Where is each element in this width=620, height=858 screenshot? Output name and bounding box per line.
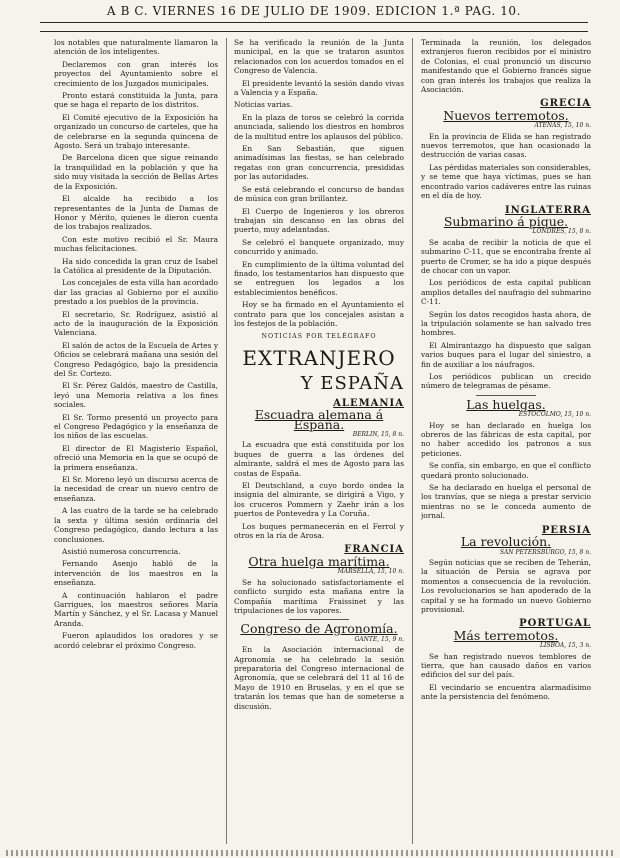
country-heading-persia: PERSIA bbox=[541, 524, 591, 536]
paragraph: El presidente levantó la sesión dando vivas a Valencia y a España. bbox=[234, 78, 404, 98]
paragraph: El salón de actos de la Escuela de Artes y Oficios se celebrará mañana una sesión del Congreso Pedagógico, bajo la presidencia del Sr. Cortezo. bbox=[54, 340, 218, 378]
paragraph: A las cuatro de la tarde se ha celebrado la sexta y última sesión ordinaria del Congreso pedagógico, dando lectura a las conclusiones. bbox=[54, 506, 218, 544]
column-divider-1 bbox=[226, 38, 227, 844]
paragraph: Noticias varias. bbox=[234, 100, 293, 110]
page-header: A B C. VIERNES 16 DE JULIO DE 1909. EDICION 1.ª PAG. 10. bbox=[106, 4, 522, 18]
article-title: Más terremotos. bbox=[453, 627, 559, 643]
country-heading-inglaterra: INGLATERRA bbox=[504, 204, 591, 216]
article-title: Las huelgas. bbox=[466, 396, 546, 412]
header-rule-top bbox=[40, 22, 588, 23]
paragraph: El Sr. Tormo presentó un proyecto para el Congreso Pedagógico y la enseñanza de los niños de las escuelas. bbox=[54, 412, 218, 441]
paragraph: El Deutschland, a cuyo bordo ondea la insignia del almirante, se dirigirá a Vigo, y los cruceros Pommern y Zaehr irán a los puertos de Pontevedra y La Coruña. bbox=[234, 481, 404, 519]
dateline: ATENAS, 15, 10 n. bbox=[534, 122, 591, 130]
article-title: Congreso de Agronomía. bbox=[240, 621, 398, 637]
paragraph: Según los datos recogidos hasta ahora, de la tripulación solamente se han salvado tres hombres. bbox=[421, 309, 591, 338]
paragraph: Los periódicos publican un crecido número de telegramas de pésame. bbox=[421, 372, 591, 391]
paragraph: Se han registrado nuevos temblores de tierra, que han causado daños en varios edificios del sur del país. bbox=[421, 651, 591, 680]
country-heading-francia: FRANCIA bbox=[344, 544, 404, 556]
paragraph: Con este motivo recibió el Sr. Maura muchas felicitaciones. bbox=[54, 234, 218, 254]
bottom-print-border bbox=[6, 850, 614, 856]
paragraph: Los periódicos de esta capital publican amplios detalles del naufragio del submarino C-11. bbox=[421, 278, 591, 307]
article-title: Escuadra alemana á España. bbox=[254, 407, 384, 432]
paragraph: En cumplimiento de la última voluntad del finado, los testamentarios han dispuesto que se entreguen los legados a los establecimientos benéficos. bbox=[234, 259, 404, 297]
dateline: GANTE, 15, 9 n. bbox=[354, 635, 404, 643]
y-espana-heading: Y ESPAÑA bbox=[300, 372, 404, 394]
paragraph: Se ha solucionado satisfactoriamente el conflicto surgido esta mañana entre la Compañía marítima Fraissinet y las tripulaciones de los vapores. bbox=[234, 577, 404, 615]
column-divider-2 bbox=[412, 38, 413, 844]
article-title: Nuevos terremotos. bbox=[443, 107, 569, 123]
paragraph: Asistió numerosa concurrencia. bbox=[62, 546, 181, 556]
paragraph: El Sr. Moreno leyó un discurso acerca de la necesidad de crear un nuevo centro de enseñanza. bbox=[54, 475, 218, 503]
paragraph: El Cuerpo de Ingenieros y los obreros trabajan sin descanso en las obras del puerto, muy adelantadas. bbox=[234, 206, 404, 235]
paragraph: Pronto estará constituida la Junta, para que se haga el reparto de los distritos. bbox=[54, 91, 218, 110]
column-3 bbox=[421, 38, 591, 844]
paragraph: Ha sido concedida la gran cruz de Isabel la Católica al presidente de la Diputación. bbox=[54, 256, 218, 275]
paragraph: El director de El Magisterio Español, ofreció una Memoria en la que se ocupó de la primera enseñanza. bbox=[54, 443, 218, 472]
paragraph: Hoy se ha firmado en el Ayuntamiento el contrato para que los concejales asistan a los festejos de la población. bbox=[234, 300, 404, 328]
paragraph: El alcalde ha recibido a los representantes de la Junta de Damas de Honor y Mérito, quienes le dieron cuenta de los trabajos realizados. bbox=[54, 194, 218, 232]
paragraph: Fernando Asenjo habló de la intervención de los maestros en la enseñanza. bbox=[54, 559, 218, 588]
column-2 bbox=[234, 38, 404, 844]
article-title: Otra huelga marítima. bbox=[248, 553, 390, 569]
paragraph: Los concejales de esta villa han acordado dar las gracias al Gobierno por el auxilio prestado a los pueblos de la provincia. bbox=[54, 278, 218, 307]
paragraph: Se ha verificado la reunión de la Junta municipal, en la que se trataron asuntos relacionados con los acuerdos tomados en el Congreso de Valencia. bbox=[234, 38, 404, 76]
article-title: La revolución. bbox=[460, 534, 552, 550]
paragraph: El vecindario se encuentra alarmadísimo ante la persistencia del fenómeno. bbox=[421, 682, 591, 702]
dateline: LONDRES, 15, 8 n. bbox=[532, 228, 591, 236]
paragraph: De Barcelona dicen que sigue reinando la tranquilidad en la población y que ha sido muy visitada la sección de Bellas Artes de la Exposición. bbox=[54, 153, 218, 191]
paragraph: Fueron aplaudidos los oradores y se acordó celebrar el próximo Congreso. bbox=[54, 631, 218, 650]
country-heading-grecia: GRECIA bbox=[540, 98, 591, 110]
separator bbox=[289, 619, 349, 620]
paragraph: El Comité ejecutivo de la Exposición ha organizado un concurso de carteles, que ha de celebrarse en la segunda quincena de Agosto. Será un trabajo interesante. bbox=[54, 112, 218, 151]
header-rule-bottom bbox=[40, 31, 588, 32]
paragraph: los notables que naturalmente llamaron la atención de los inteligentes. bbox=[54, 38, 218, 57]
dateline: ESTOCOLMO, 15, 10 n. bbox=[518, 411, 591, 419]
paragraph: El Almirantazgo ha dispuesto que salgan varios buques para el lugar del siniestro, a fin de auxiliar a los náufragos. bbox=[421, 340, 591, 369]
paragraph: En la provincia de Elida se han registrado nuevos terremotos, que han ocasionado la destrucción de varias casas. bbox=[421, 131, 591, 160]
country-heading-alemania: ALEMANIA bbox=[333, 397, 404, 409]
paragraph: En la plaza de toros se celebró la corrida anunciada, saliendo los diestros en hombros de la multitud entre los aplausos del público. bbox=[234, 112, 404, 141]
paragraph: Las pérdidas materiales son considerables, y se teme que haya víctimas, pues se han encontrado varios cadáveres entre las ruinas en el día de hoy. bbox=[421, 162, 591, 201]
paragraph: Se está celebrando el concurso de bandas de música con gran brillantez. bbox=[234, 184, 404, 204]
paragraph: El Sr. Pérez Galdós, maestro de Castilla, leyó una Memoria relativa a los fines sociales. bbox=[54, 381, 218, 410]
paragraph: Se confía, sin embargo, en que el conflicto quedará pronto solucionado. bbox=[421, 461, 591, 480]
paragraph: La escuadra que está constituida por los buques de guerra a las órdenes del almirante, saldrá el mes de Agosto para las costas de España. bbox=[234, 440, 404, 478]
dateline: SAN PETERSBURGO, 15, 8 n. bbox=[499, 548, 591, 556]
paragraph: Hoy se han declarado en huelga los obreros de las fábricas de esta capital, por no haber accedido los patronos a sus peticiones. bbox=[421, 420, 591, 458]
paragraph: Según noticias que se reciben de Teherán, la situación de Persia se agrava por momentos a consecuencia de la revolución. Los revolucionarios se han apoderado de la capital y se ha formado un nuevo Gobierno provisional. bbox=[421, 557, 591, 614]
paragraph: Se celebró el banquete organizado, muy concurrido y animado. bbox=[234, 237, 404, 257]
dateline: MARSELLA, 15, 10 n. bbox=[337, 568, 404, 576]
paragraph: Declaremos con gran interés los proyectos del Ayuntamiento sobre el crecimiento de los Juzgados municipales. bbox=[54, 59, 218, 88]
paragraph: El secretario, Sr. Rodríguez, asistió al acto de la inauguración de la Exposición Valenciana. bbox=[54, 309, 218, 338]
separator bbox=[476, 395, 536, 396]
paragraph: A continuación hablaron el padre Garrigues, los maestros señores María Martín y Sánchez, y el Sr. Lacasa y Manuel Aranda. bbox=[54, 590, 218, 628]
paragraph: En San Sebastián, que siguen animadísimas las fiestas, se han celebrado regatas con gran concurrencia, presididas por las autoridades. bbox=[234, 144, 404, 182]
telegraph-section-header: NOTICIAS POR TELÉGRAFO bbox=[261, 333, 377, 341]
paragraph: Se ha declarado en huelga el personal de los tranvías, que se niega a prestar servicio mientras no se le conceda aumento de jornal. bbox=[421, 483, 591, 521]
extranjero-heading: EXTRANJERO bbox=[242, 345, 396, 370]
paragraph: En la Asociación internacional de Agronomía se ha celebrado la sesión preparatoria del Congreso internacional de Agronomía, que se celebrará del 11 al 16 de Mayo de 1910 en Bruselas, y en el que se tratarán los temas que han de someterse a discusión. bbox=[234, 645, 404, 711]
dateline: BERLIN, 15, 8 n. bbox=[352, 431, 404, 438]
country-heading-portugal: PORTUGAL bbox=[519, 618, 591, 630]
paragraph: Los buques permanecerán en el Ferrol y otros en la ría de Arosa. bbox=[234, 521, 404, 541]
paragraph: Se acaba de recibir la noticia de que el submarino C-11, que se encontraba frente al puerto de Cromer, se ha ido a pique después de chocar con un vapor. bbox=[421, 237, 591, 275]
dateline: LISBOA, 15, 3 n. bbox=[540, 642, 591, 650]
article-title: Submarino á pique. bbox=[443, 213, 569, 229]
paragraph: Terminada la reunión, los delegados extranjeros fueron recibidos por el ministro de Colonias, el cual pronunció un discurso manifestando que el Gobierno francés sigue con gran interés los trabajos que realiza la Asociación. bbox=[421, 38, 591, 95]
column-1 bbox=[54, 38, 218, 844]
